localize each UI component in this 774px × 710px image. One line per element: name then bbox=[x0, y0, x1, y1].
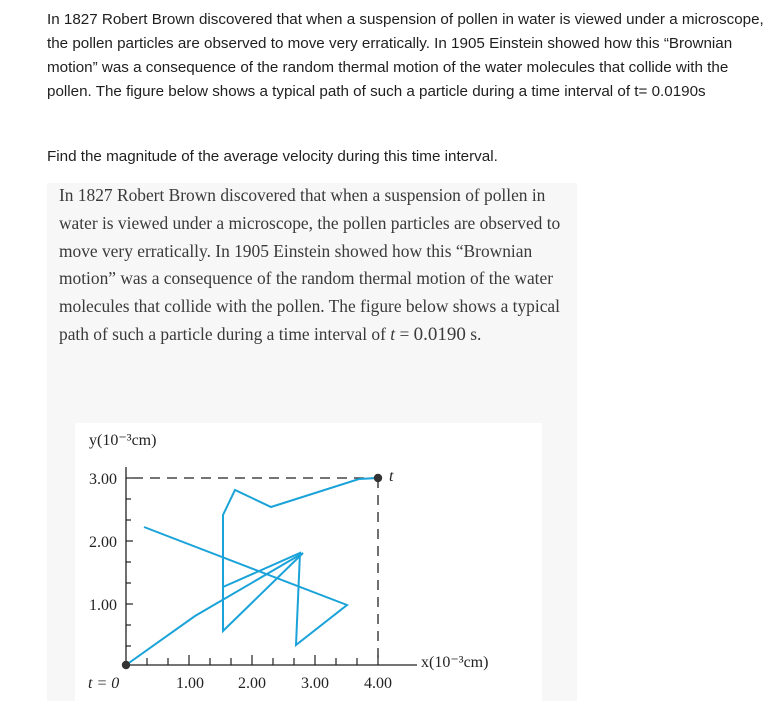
time-unit: s. bbox=[465, 323, 482, 344]
y-tick-label-3: 3.00 bbox=[89, 471, 117, 488]
y-axis-label: y(10⁻³cm) bbox=[89, 432, 157, 449]
brownian-path-figure bbox=[75, 423, 542, 701]
start-point bbox=[122, 661, 130, 669]
problem-statement bbox=[59, 182, 571, 349]
particle-path bbox=[126, 478, 378, 665]
end-point bbox=[374, 474, 382, 482]
intro-paragraph: In 1827 Robert Brown discovered that when a suspension of pollen in water is viewed under a microscope, the pollen particles are observed to move very erratically. In 1905 Einstein showed how this “Brownian motion” was a consequence of the random thermal motion of the water molecules that collide with the pollen. The figure below shows a typical path of such a particle during a time interval of t= 0.0190s bbox=[47, 11, 764, 100]
problem-image bbox=[47, 183, 577, 701]
y-tick-label-2: 2.00 bbox=[89, 534, 117, 551]
start-label: t = 0 bbox=[88, 675, 120, 692]
problem-intro bbox=[47, 8, 769, 104]
time-value: 0.0190 bbox=[413, 323, 466, 345]
question-text: Find the magnitude of the average velocity during this time interval. bbox=[47, 148, 498, 165]
x-tick-label-4: 4.00 bbox=[364, 675, 392, 692]
y-tick-label-1: 1.00 bbox=[89, 597, 117, 614]
time-variable: t bbox=[390, 323, 396, 344]
x-tick-label-1: 1.00 bbox=[176, 675, 204, 692]
brownian-plot bbox=[75, 423, 542, 701]
x-ticks bbox=[147, 655, 378, 665]
end-label: t bbox=[389, 468, 394, 485]
x-tick-label-2: 2.00 bbox=[238, 675, 266, 692]
x-tick-label-3: 3.00 bbox=[301, 675, 329, 692]
equals-sign: = bbox=[395, 323, 414, 344]
y-ticks bbox=[126, 478, 133, 646]
problem-text: In 1827 Robert Brown discovered that when a suspension of pollen in water is viewed under a microscope, the pollen particles are observed to move very erratically. In 1905 Einstein showed how this “Brownian motion” was a consequence of the random thermal motion of the water molecules that collide with the pollen. The figure below shows a typical path of such a particle during a time interval of bbox=[59, 185, 561, 344]
x-axis-label: x(10⁻³cm) bbox=[421, 654, 489, 671]
